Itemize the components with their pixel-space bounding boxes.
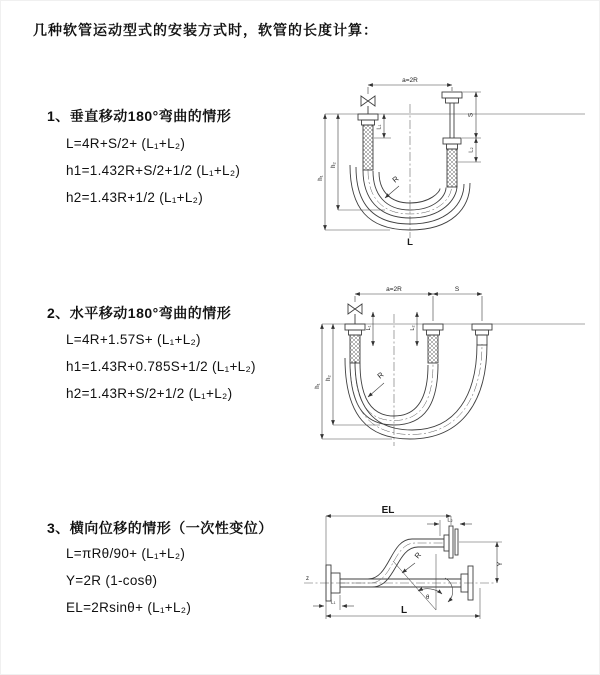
dim-l (326, 588, 480, 619)
right-pipe-fitting (442, 92, 462, 187)
radius-leader (385, 174, 401, 198)
valve-icon (361, 96, 375, 114)
section-2-formula-h1: h1=1.43R+0.785S+1/2 (L₁+L₂) (66, 359, 256, 374)
section-1-heading: 1、垂直移动180°弯曲的情形 (47, 108, 232, 124)
section-2-formula-h2: h2=1.43R+S/2+1/2 (L₁+L₂) (66, 386, 233, 401)
dim-l2 (427, 518, 472, 537)
section-3-heading: 3、横向位移的情形（一次性变位） (47, 520, 273, 536)
dim-theta-label: θ (426, 595, 430, 601)
diagram-lateral-displacement (298, 498, 598, 648)
dim-a2r (368, 77, 452, 94)
dim-a2r-label: a=2R (402, 77, 418, 84)
right-pipe-fitting (472, 324, 492, 345)
dim-a2r-label: a=2R (386, 286, 402, 293)
dim-l2-label: L₂ (468, 147, 475, 153)
dim-l1 (313, 595, 354, 610)
dim-h2-label: h₂ (326, 375, 332, 381)
dim-l2 (458, 138, 481, 162)
diagram-horizontal-180-bend (300, 278, 595, 453)
upper-flange (444, 526, 458, 558)
dim-h1-label: h₁ (315, 383, 321, 389)
dim-l1-label: L₁ (376, 124, 383, 130)
dim-h2-label: h₂ (331, 162, 337, 168)
angle-construction (393, 554, 453, 610)
dim-l2-label: L₂ (447, 517, 453, 524)
radius-leader (368, 370, 386, 397)
dim-s (433, 286, 482, 321)
valve-icon (348, 304, 362, 324)
dim-l-label: L (407, 237, 413, 248)
dim-h1-label: h₁ (318, 175, 324, 181)
dim-r-label: R (390, 174, 401, 185)
braided-hose-section (350, 335, 360, 363)
dim-l1-label: L₁ (366, 325, 372, 331)
dim-s-label: S (454, 286, 460, 293)
dim-l2-label: L₂ (410, 325, 416, 331)
dim-r-label: R (375, 370, 386, 381)
section-2-heading: 2、水平移动180°弯曲的情形 (47, 305, 232, 321)
diagram-vertical-180-bend (300, 70, 590, 260)
middle-pipe-fitting (423, 324, 443, 363)
dim-y-label: Y (497, 561, 504, 567)
page-title: 几种软管运动型式的安装方式时，软管的长度计算： (33, 22, 378, 38)
dim-l1 (366, 312, 373, 346)
left-pipe-fitting (358, 114, 378, 170)
section-3-formula-L: L=πRθ/90+ (L₁+L₂) (66, 546, 186, 561)
section-2-formula-L: L=4R+1.57S+ (L₁+L₂) (66, 332, 201, 347)
section-1-formula-L: L=4R+S/2+ (L₁+L₂) (66, 136, 186, 151)
dim-l2 (410, 312, 417, 346)
dim-l1 (374, 114, 391, 138)
braided-hose-section (447, 149, 457, 187)
hose-s-curve (340, 539, 444, 587)
section-1-formula-h1: h1=1.432R+S/2+1/2 (L₁+L₂) (66, 163, 241, 178)
dim-s (462, 92, 481, 138)
section-3-formula-Y: Y=2R (1-cosθ) (66, 573, 158, 588)
braided-hose-section (363, 125, 373, 170)
dim-r-label: R (412, 550, 424, 561)
left-pipe-fitting (345, 324, 365, 363)
braided-hose-section (428, 335, 438, 363)
centerline-mark: z (306, 576, 309, 582)
dim-y (459, 542, 504, 583)
dim-el-label: EL (381, 505, 395, 516)
dim-l-label: L (400, 605, 408, 616)
dim-s-label: S (467, 112, 475, 118)
section-3-formula-EL: EL=2Rsinθ+ (L₁+L₂) (66, 600, 192, 615)
dim-l1-label: L₁ (330, 599, 336, 606)
section-1-formula-h2: h2=1.43R+1/2 (L₁+L₂) (66, 190, 204, 205)
